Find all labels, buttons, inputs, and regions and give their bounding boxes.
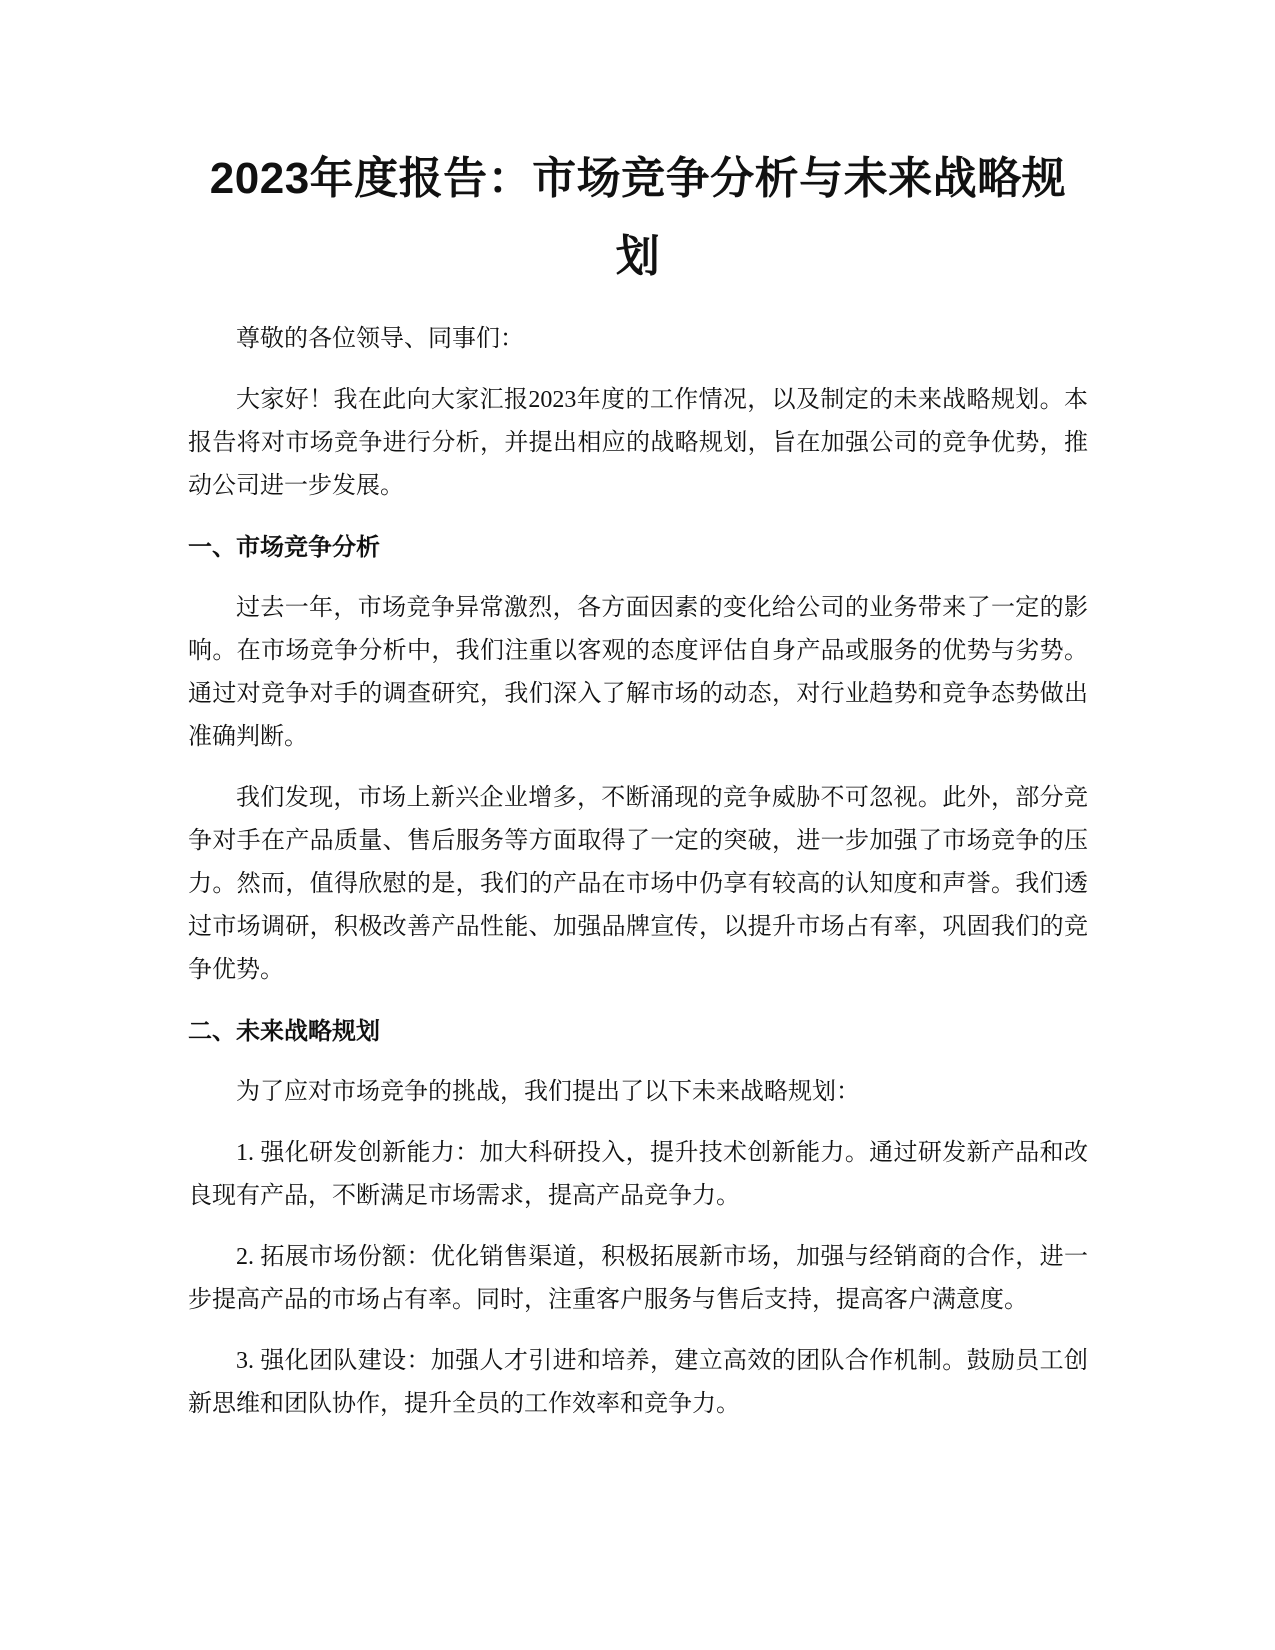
strategy-intro: 为了应对市场竞争的挑战，我们提出了以下未来战略规划： (236, 1079, 860, 1105)
document-body (188, 140, 1088, 1444)
document-title: 2023年度报告：市场竞争分析与未来战略规划 (209, 154, 1067, 281)
list-item: 2. 拓展市场份额：优化销售渠道，积极拓展新市场，加强与经销商的合作，进一步提高产品的市场占有率。同时，注重客户服务与售后支持，提高客户满意度。 (188, 1244, 1088, 1313)
list-item: 1. 强化研发创新能力：加大科研投入，提升技术创新能力。通过研发新产品和改良现有产品，不断满足市场需求，提高产品竞争力。 (188, 1140, 1088, 1209)
intro-paragraph: 大家好！我在此向大家汇报2023年度的工作情况，以及制定的未来战略规划。本报告将对市场竞争进行分析，并提出相应的战略规划，旨在加强公司的竞争优势，推动公司进一步发展。 (188, 387, 1088, 499)
list-item: 3. 强化团队建设：加强人才引进和培养，建立高效的团队合作机制。鼓励员工创新思维和团队协作，提升全员的工作效率和竞争力。 (188, 1348, 1088, 1417)
paragraph: 我们发现，市场上新兴企业增多，不断涌现的竞争威胁不可忽视。此外，部分竞争对手在产品质量、售后服务等方面取得了一定的突破，进一步加强了市场竞争的压力。然而，值得欣慰的是，我们的产品在市场中仍享有较高的认知度和声誉。我们透过市场调研，积极改善产品性能、加强品牌宣传，以提升市场占有率，巩固我们的竞争优势。 (188, 785, 1088, 983)
paragraph: 过去一年，市场竞争异常激烈，各方面因素的变化给公司的业务带来了一定的影响。在市场竞争分析中，我们注重以客观的态度评估自身产品或服务的优势与劣势。通过对竞争对手的调查研究，我们深入了解市场的动态，对行业趋势和竞争态势做出准确判断。 (188, 595, 1088, 750)
salutation: 尊敬的各位领导、同事们： (236, 326, 524, 352)
section-heading-market-analysis: 一、市场竞争分析 (188, 534, 380, 561)
section-heading-strategy: 二、未来战略规划 (188, 1018, 380, 1045)
